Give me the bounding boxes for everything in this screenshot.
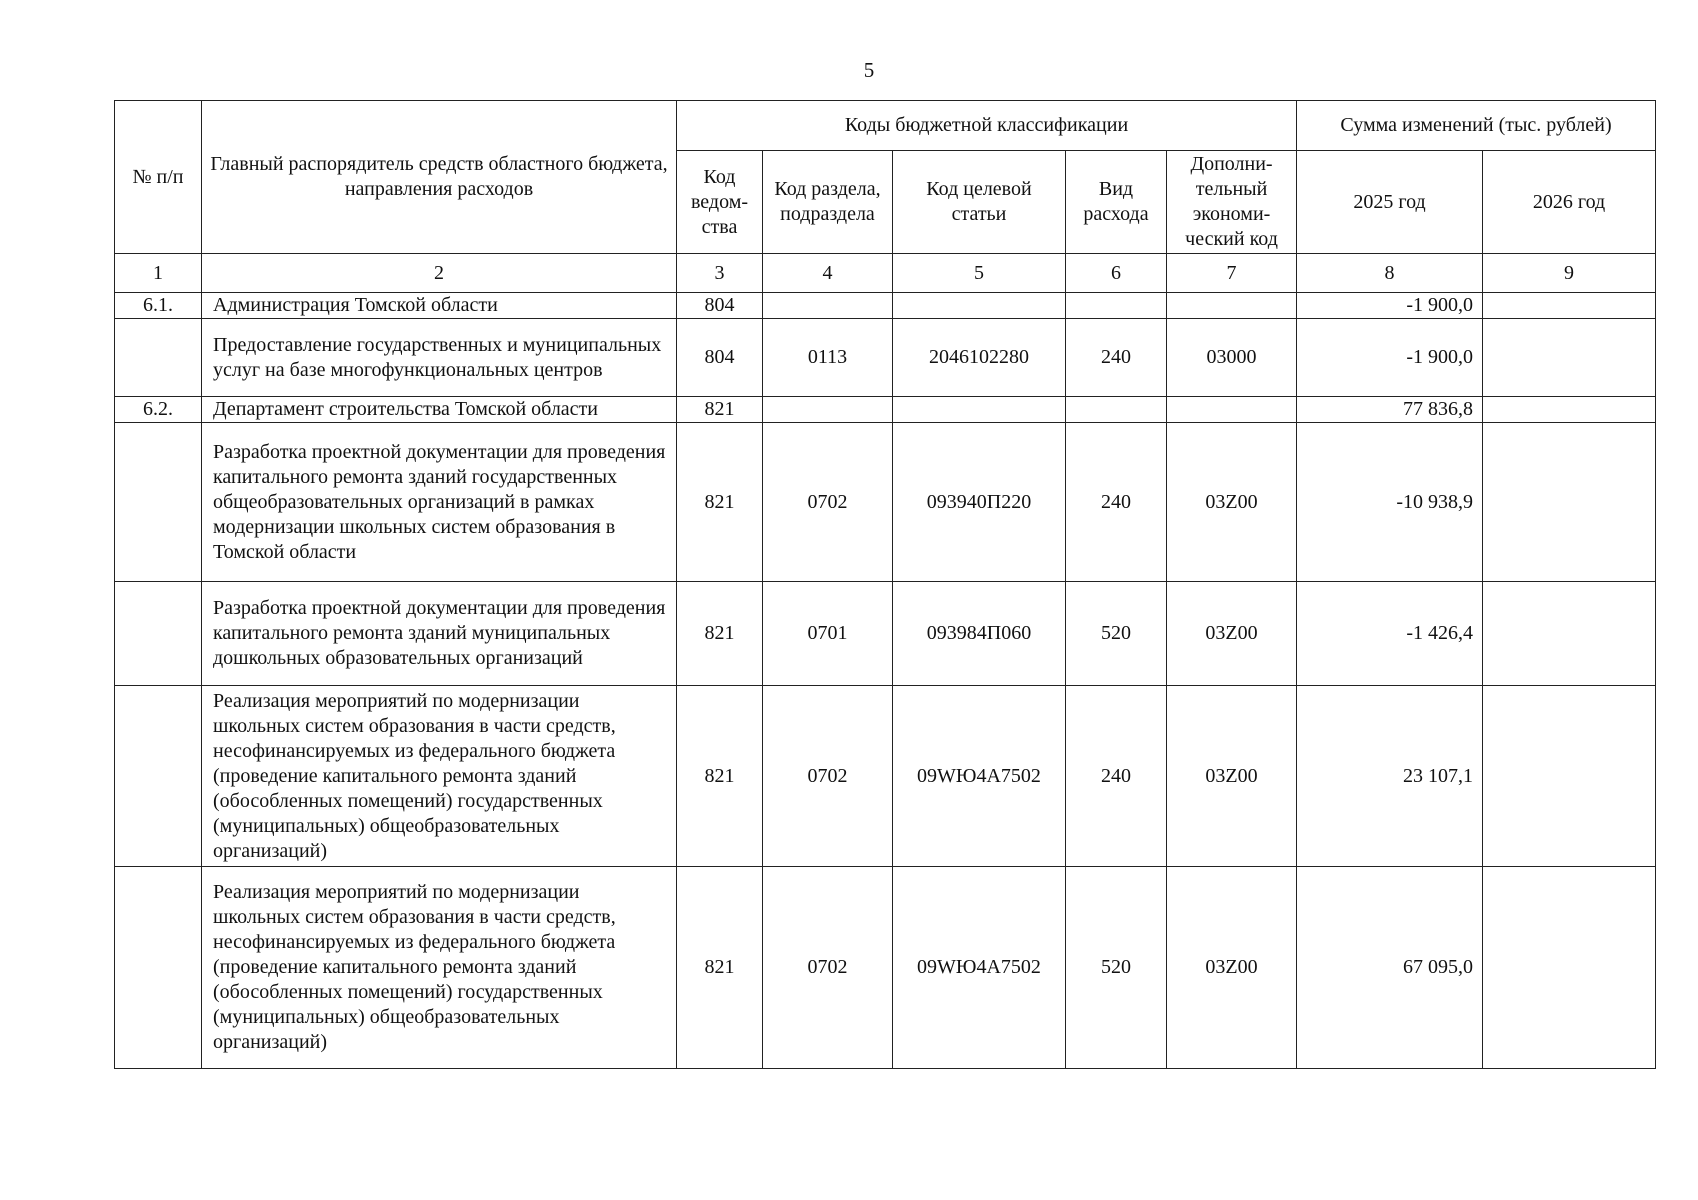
row-econ-code: 03000 [1167,319,1297,397]
column-number: 4 [763,254,893,293]
row-econ-code: 03Z00 [1167,423,1297,582]
row-econ-code: 03Z00 [1167,686,1297,867]
header-expense-type: Вид расхода [1066,151,1167,254]
header-main: Главный распорядитель средств областного бюджета, направления расходов [202,101,677,254]
row-econ-code [1167,397,1297,423]
row-name: Администрация Томской области [202,293,677,319]
row-num [115,582,202,686]
column-number-row [115,254,1656,293]
header-year-2025: 2025 год [1297,151,1483,254]
row-dept-code: 821 [677,867,763,1069]
column-number: 6 [1066,254,1167,293]
row-section-code: 0702 [763,686,893,867]
column-number: 8 [1297,254,1483,293]
row-amount-2025: -1 900,0 [1297,319,1483,397]
row-amount-2026 [1483,293,1656,319]
header-sum-group: Сумма изменений (тыс. рублей) [1297,101,1656,151]
row-dept-code: 804 [677,293,763,319]
table-row [115,397,1656,423]
header-codes-group: Коды бюджетной классификации [677,101,1297,151]
row-target-code: 093940П220 [893,423,1066,582]
column-number: 3 [677,254,763,293]
row-section-code [763,397,893,423]
row-name: Предоставление государственных и муниципальных услуг на базе многофункциональных центров [202,319,677,397]
row-dept-code: 821 [677,686,763,867]
row-amount-2026 [1483,423,1656,582]
row-econ-code: 03Z00 [1167,867,1297,1069]
table-row [115,582,1656,686]
row-num: 6.2. [115,397,202,423]
header-econ-code: Дополни-тельный экономи-ческий код [1167,151,1297,254]
row-dept-code: 821 [677,423,763,582]
column-number: 9 [1483,254,1656,293]
row-name: Разработка проектной документации для проведения капитального ремонта зданий государственных общеобразовательных организаций в рамках модернизации школьных систем образования в Томской области [202,423,677,582]
row-amount-2025: -1 426,4 [1297,582,1483,686]
row-expense-type [1066,397,1167,423]
column-number: 5 [893,254,1066,293]
row-dept-code: 821 [677,582,763,686]
table-row [115,686,1656,867]
row-num [115,423,202,582]
row-num [115,686,202,867]
row-amount-2026 [1483,582,1656,686]
row-target-code: 093984П060 [893,582,1066,686]
row-section-code: 0113 [763,319,893,397]
row-dept-code: 804 [677,319,763,397]
row-section-code [763,293,893,319]
row-name: Департамент строительства Томской области [202,397,677,423]
row-econ-code [1167,293,1297,319]
row-section-code: 0702 [763,867,893,1069]
row-section-code: 0701 [763,582,893,686]
row-amount-2025: 23 107,1 [1297,686,1483,867]
row-amount-2026 [1483,397,1656,423]
row-econ-code: 03Z00 [1167,582,1297,686]
header-target-code: Код целевой статьи [893,151,1066,254]
row-num: 6.1. [115,293,202,319]
table-row [115,867,1656,1069]
row-target-code [893,397,1066,423]
row-expense-type: 240 [1066,423,1167,582]
row-amount-2026 [1483,686,1656,867]
column-number: 7 [1167,254,1297,293]
row-num [115,319,202,397]
column-number: 2 [202,254,677,293]
header-row-1 [115,101,1656,151]
row-target-code: 2046102280 [893,319,1066,397]
row-num [115,867,202,1069]
row-amount-2025: -10 938,9 [1297,423,1483,582]
row-expense-type [1066,293,1167,319]
table-row [115,423,1656,582]
page-number: 5 [863,58,875,82]
header-year-2026: 2026 год [1483,151,1656,254]
row-section-code: 0702 [763,423,893,582]
row-name: Реализация мероприятий по модернизации школьных систем образования в части средств, несофинансируемых из федерального бюджета (проведение капитального ремонта зданий (обособленных помещений) государственных (муниципальных) общеобразовательных организаций) [202,867,677,1069]
row-name: Разработка проектной документации для проведения капитального ремонта зданий муниципальных дошкольных образовательных организаций [202,582,677,686]
column-number: 1 [115,254,202,293]
row-name: Реализация мероприятий по модернизации школьных систем образования в части средств, несофинансируемых из федерального бюджета (проведение капитального ремонта зданий (обособленных помещений) государственных (муниципальных) общеобразовательных организаций) [202,686,677,867]
row-amount-2025: 77 836,8 [1297,397,1483,423]
row-expense-type: 520 [1066,582,1167,686]
header-section-code: Код раздела, подраздела [763,151,893,254]
table-row [115,293,1656,319]
header-dept-code: Код ведом-ства [677,151,763,254]
row-amount-2026 [1483,319,1656,397]
row-target-code: 09WЮ4А7502 [893,867,1066,1069]
row-expense-type: 520 [1066,867,1167,1069]
row-dept-code: 821 [677,397,763,423]
row-amount-2025: 67 095,0 [1297,867,1483,1069]
row-expense-type: 240 [1066,319,1167,397]
row-amount-2026 [1483,867,1656,1069]
row-expense-type: 240 [1066,686,1167,867]
header-num: № п/п [115,101,202,254]
row-target-code: 09WЮ4А7502 [893,686,1066,867]
row-target-code [893,293,1066,319]
budget-table [114,100,1656,1069]
row-amount-2025: -1 900,0 [1297,293,1483,319]
table-row [115,319,1656,397]
